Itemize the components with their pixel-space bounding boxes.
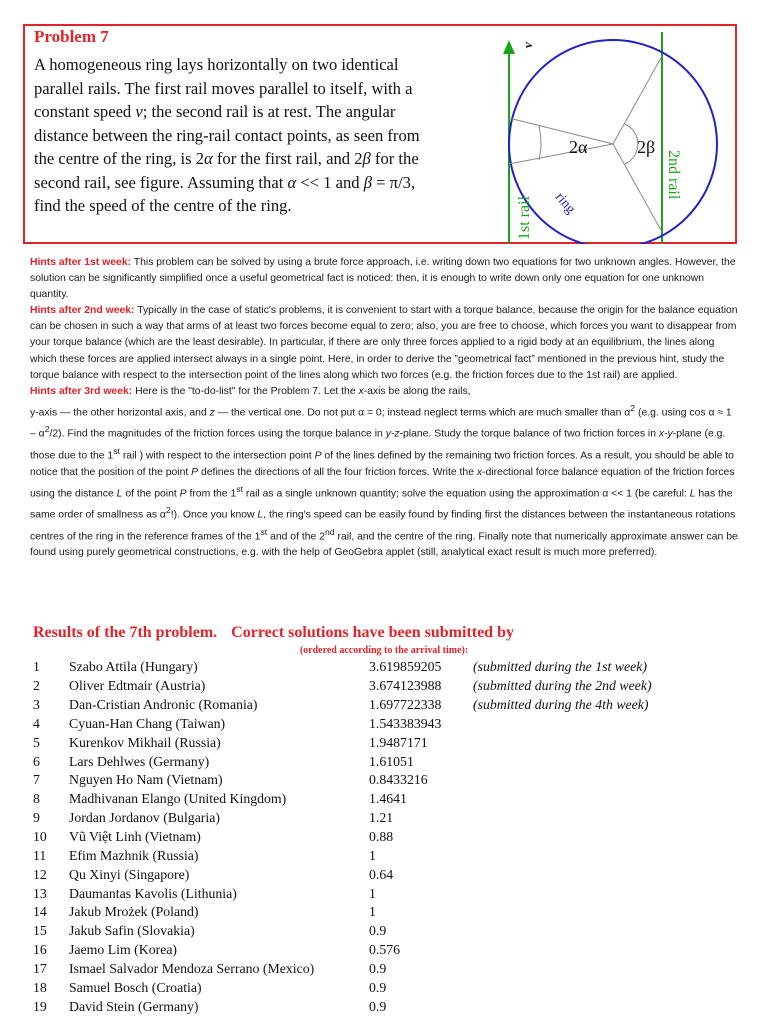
velocity-arrowhead bbox=[503, 40, 515, 54]
results-title-right: Correct solutions have been submitted by bbox=[231, 624, 514, 641]
hint-text: -plane. Study the torque balance of two friction forces in bbox=[399, 428, 659, 440]
answer-cell: 1 bbox=[369, 904, 376, 920]
results-title bbox=[33, 624, 514, 642]
statement-part: << 1 and bbox=[296, 172, 364, 192]
symbol: L bbox=[257, 509, 264, 521]
answer-cell: 0.8433216 bbox=[369, 772, 428, 788]
symbol: y-z bbox=[385, 428, 400, 440]
superscript: 2 bbox=[165, 505, 171, 516]
hint-label: Hints after 2nd week: bbox=[30, 305, 135, 317]
problem-statement bbox=[34, 53, 444, 218]
rank-cell: 2 bbox=[33, 678, 40, 694]
answer-cell: 0.88 bbox=[369, 829, 394, 845]
answer-cell: 1.4641 bbox=[369, 791, 407, 807]
note-cell bbox=[473, 903, 733, 922]
rank-cell: 19 bbox=[33, 998, 47, 1014]
symbol-beta: β bbox=[363, 172, 373, 192]
ring-rails-figure bbox=[479, 32, 734, 244]
table-row bbox=[33, 696, 733, 715]
answer-cell: 0.64 bbox=[369, 866, 394, 882]
table-row bbox=[33, 884, 733, 903]
results-title-left: Results of the 7th problem. bbox=[33, 624, 218, 641]
statement-part: = π/3, find the speed of the centre of the ring. bbox=[34, 172, 416, 215]
rank-cell: 7 bbox=[33, 772, 40, 788]
radius-line bbox=[509, 144, 613, 164]
hint-text: y-axis — the other horizontal axis, and bbox=[30, 407, 210, 419]
note-cell bbox=[473, 960, 733, 979]
note-cell: (submitted during the 1st week) bbox=[473, 659, 647, 675]
table-row bbox=[33, 997, 733, 1016]
second-rail-label: 2nd rail bbox=[665, 150, 682, 200]
table-row bbox=[33, 846, 733, 865]
rank-cell: 4 bbox=[33, 715, 40, 731]
name-cell: Jaemo Lim (Korea) bbox=[69, 942, 178, 958]
problem-box bbox=[23, 24, 737, 244]
hint-text: rail ) with respect to the intersection point bbox=[119, 450, 315, 462]
name-cell: Dan-Cristian Andronic (Romania) bbox=[69, 697, 258, 713]
rank-cell: 3 bbox=[33, 697, 40, 713]
hint-week-3 bbox=[30, 384, 738, 562]
rank-cell: 8 bbox=[33, 791, 40, 807]
hint-text: -directional force balance equation of the friction forces using the distance bbox=[30, 466, 735, 500]
alpha-arc bbox=[539, 126, 541, 160]
hint-text: — the vertical one. Do not put α = 0; instead neglect terms which are much smaller than α bbox=[214, 407, 631, 419]
beta-arc bbox=[625, 124, 638, 164]
hint-label: Hints after 1st week: bbox=[30, 257, 132, 268]
table-row bbox=[33, 960, 733, 979]
symbol: L bbox=[689, 488, 696, 500]
name-cell: Qu Xinyi (Singapore) bbox=[69, 866, 190, 882]
symbol: x-y bbox=[658, 428, 673, 440]
note-cell bbox=[473, 941, 733, 960]
angle-alpha-label: 2α bbox=[569, 137, 588, 157]
answer-cell: 0.9 bbox=[369, 979, 387, 995]
note-cell: (submitted during the 4th week) bbox=[473, 697, 649, 713]
note-cell bbox=[473, 865, 733, 884]
table-row bbox=[33, 658, 733, 677]
table-row bbox=[33, 828, 733, 847]
table-row bbox=[33, 790, 733, 809]
note-cell: (submitted during the 2nd week) bbox=[473, 678, 652, 694]
rank-cell: 11 bbox=[33, 847, 47, 863]
note-cell bbox=[473, 997, 733, 1016]
hint-text: (e.g. using cos α ≈ 1 – α bbox=[30, 407, 732, 440]
results-table-body bbox=[33, 658, 733, 1016]
note-cell bbox=[473, 809, 733, 828]
symbol-alpha: α bbox=[204, 149, 213, 168]
hint-text: of the lines defined by the remaining two friction forces. As a result, you should be able to notice that the position of the point bbox=[30, 450, 734, 478]
results-order-note: (ordered according to the arrival time): bbox=[299, 645, 469, 656]
statement-part: for the second rail, see figure. Assuming that bbox=[34, 149, 419, 192]
name-cell: Lars Dehlwes (Germany) bbox=[69, 753, 210, 769]
superscript: 2 bbox=[44, 424, 50, 435]
name-cell: Jakub Mrożek (Poland) bbox=[69, 904, 199, 920]
name-cell: Samuel Bosch (Croatia) bbox=[69, 979, 202, 995]
note-cell bbox=[473, 884, 733, 903]
radius-line bbox=[613, 56, 662, 144]
note-cell bbox=[473, 978, 733, 997]
rank-cell: 5 bbox=[33, 734, 40, 750]
hint-text: from the 1 bbox=[186, 488, 237, 500]
name-cell: Ismael Salvador Mendoza Serrano (Mexico) bbox=[69, 960, 315, 976]
hint-label: Hints after 3rd week: bbox=[30, 385, 133, 397]
note-cell bbox=[473, 771, 733, 790]
first-rail-label: 1st rail bbox=[516, 196, 533, 240]
angle-beta-label: 2β bbox=[637, 137, 656, 157]
answer-cell: 1.697722338 bbox=[369, 697, 442, 713]
hint-text: and of the 2 bbox=[267, 531, 325, 543]
name-cell: David Stein (Germany) bbox=[69, 998, 199, 1014]
radius-line bbox=[509, 118, 613, 144]
name-cell: Kurenkov Mikhail (Russia) bbox=[69, 734, 221, 750]
statement-part: ; the second rail is at rest. The angular distance between the ring-rail contact points, as seen from the centre of the ring, is 2 bbox=[34, 102, 420, 168]
hint-text: Typically in the case of static's problems, it is convenient to start with a torque balance, because the origin for the balance equation can be chosen in such a way that arms of at least two forces become equal to zero; also, you are free to choose, which forces you want to disappear from your torque balance (which are the least desirable). In particular, if there are only three forces applied to a rigid body at an equilibrium, the lines along which these forces are applied intersect always in a single point. Here, in order to derive the ”geometrical fact” mentioned in the previous hint, study the torque balance with respect to the intersection point of the lines along which two forces (e.g. the friction forces due to the 1st rail) are applied. bbox=[30, 305, 738, 381]
table-row bbox=[33, 903, 733, 922]
symbol-beta: β bbox=[362, 149, 371, 168]
rank-cell: 15 bbox=[33, 923, 47, 939]
hint-text: This problem can be solved by using a brute force approach, i.e. writing down two equations for two unknown angles. However, the solution can be significantly simplified once a useful geometrical fact is noticed: then, it is enough to write down only one equation for one unknown quantity. bbox=[30, 257, 736, 301]
ring-circle bbox=[509, 40, 717, 244]
note-cell bbox=[473, 733, 733, 752]
velocity-label: v bbox=[520, 42, 535, 48]
name-cell: Efim Mazhnik (Russia) bbox=[69, 847, 199, 863]
name-cell: Vũ Việt Linh (Vietnam) bbox=[69, 829, 201, 845]
hint-text: of the point bbox=[122, 488, 180, 500]
note-cell bbox=[473, 715, 733, 734]
hint-text: !). Once you know bbox=[170, 509, 258, 521]
rank-cell: 16 bbox=[33, 942, 47, 958]
name-cell: Oliver Edtmair (Austria) bbox=[69, 678, 206, 694]
hint-text: -axis be along the rails, bbox=[363, 385, 471, 397]
hint-text: Here is the "to-do-list" for the Problem 7. Let the bbox=[132, 385, 359, 397]
answer-cell: 1 bbox=[369, 847, 376, 863]
rank-cell: 9 bbox=[33, 810, 40, 826]
rank-cell: 1 bbox=[33, 659, 40, 675]
answer-cell: 1 bbox=[369, 885, 376, 901]
superscript: nd bbox=[324, 526, 335, 537]
hint-text: /2). Find the magnitudes of the friction forces using the torque balance in bbox=[49, 428, 386, 440]
name-cell: Cyuan-Han Chang (Taiwan) bbox=[69, 715, 226, 731]
answer-cell: 0.9 bbox=[369, 923, 387, 939]
note-cell bbox=[473, 790, 733, 809]
rank-cell: 6 bbox=[33, 753, 40, 769]
answer-cell: 1.543383943 bbox=[369, 715, 442, 731]
hint-text: rail, and the centre of the ring. Finally note that numerically approximate answer can be found using purely geometrical constructions, e.g. with the help of GeoGebra applet (still, analytical exact result is much more preferred). bbox=[30, 531, 738, 559]
note-cell bbox=[473, 922, 733, 941]
rank-cell: 14 bbox=[33, 904, 47, 920]
note-cell bbox=[473, 752, 733, 771]
statement-part: for the first rail, and 2 bbox=[212, 149, 363, 168]
symbol: L bbox=[116, 488, 123, 500]
symbol: P bbox=[191, 466, 199, 478]
hint-text: , the ring's speed can be easily found by finding first the distances between the instantaneous rotations centres of the ring in the reference frames of the 1 bbox=[30, 509, 736, 543]
symbol: P bbox=[314, 450, 322, 462]
hints-section bbox=[30, 255, 738, 561]
table-row bbox=[33, 941, 733, 960]
radius-line bbox=[613, 144, 662, 232]
superscript: st bbox=[113, 445, 120, 456]
symbol-alpha: α bbox=[287, 172, 297, 192]
answer-cell: 3.674123988 bbox=[369, 678, 442, 694]
hint-text: rail as a single unknown quantity; solve the equation using the approximation α << 1 (be careful: bbox=[242, 488, 690, 500]
table-row bbox=[33, 865, 733, 884]
table-row bbox=[33, 677, 733, 696]
answer-cell: 3.619859205 bbox=[369, 659, 442, 675]
superscript: 2 bbox=[630, 402, 636, 413]
table-row bbox=[33, 715, 733, 734]
problem-title: Problem 7 bbox=[34, 27, 109, 46]
table-row bbox=[33, 771, 733, 790]
symbol: x bbox=[358, 385, 364, 397]
hint-text: defines the directions of all the four friction forces. Write the bbox=[198, 466, 477, 478]
rank-cell: 12 bbox=[33, 866, 47, 882]
answer-cell: 0.9 bbox=[369, 960, 387, 976]
ring-label: ring bbox=[551, 189, 578, 217]
table-row bbox=[33, 978, 733, 997]
superscript: st bbox=[236, 483, 243, 494]
table-row bbox=[33, 922, 733, 941]
results-table bbox=[33, 658, 733, 1016]
hint-week-1 bbox=[30, 255, 738, 303]
name-cell: Daumantas Kavolis (Lithunia) bbox=[69, 885, 237, 901]
symbol: P bbox=[179, 488, 187, 500]
symbol-v: v bbox=[135, 102, 143, 121]
table-row bbox=[33, 733, 733, 752]
answer-cell: 0.576 bbox=[369, 942, 401, 958]
symbol: z bbox=[209, 407, 215, 419]
superscript: st bbox=[260, 526, 268, 537]
rank-cell: 13 bbox=[33, 885, 47, 901]
name-cell: Nguyen Ho Nam (Vietnam) bbox=[69, 772, 223, 788]
note-cell bbox=[473, 828, 733, 847]
name-cell: Jordan Jordanov (Bulgaria) bbox=[69, 810, 220, 826]
note-cell bbox=[473, 846, 733, 865]
name-cell: Szabo Attila (Hungary) bbox=[69, 659, 198, 675]
answer-cell: 1.9487171 bbox=[369, 734, 428, 750]
hint-text: has the same order of smallness as α bbox=[30, 488, 733, 521]
rank-cell: 17 bbox=[33, 960, 47, 976]
answer-cell: 1.61051 bbox=[369, 753, 414, 769]
rank-cell: 10 bbox=[33, 829, 47, 845]
name-cell: Madhivanan Elango (United Kingdom) bbox=[69, 791, 287, 807]
answer-cell: 1.21 bbox=[369, 810, 394, 826]
table-row bbox=[33, 809, 733, 828]
answer-cell: 0.9 bbox=[369, 998, 387, 1014]
hint-week-2 bbox=[30, 303, 738, 383]
name-cell: Jakub Safin (Slovakia) bbox=[69, 923, 195, 939]
hint-text: -plane (e.g. those due to the 1 bbox=[30, 428, 726, 462]
symbol: x bbox=[476, 466, 483, 478]
table-row bbox=[33, 752, 733, 771]
rank-cell: 18 bbox=[33, 979, 47, 995]
statement-part: A homogeneous ring lays horizontally on two identical parallel rails. The first rail moves parallel to itself, with a constant speed bbox=[34, 55, 413, 121]
